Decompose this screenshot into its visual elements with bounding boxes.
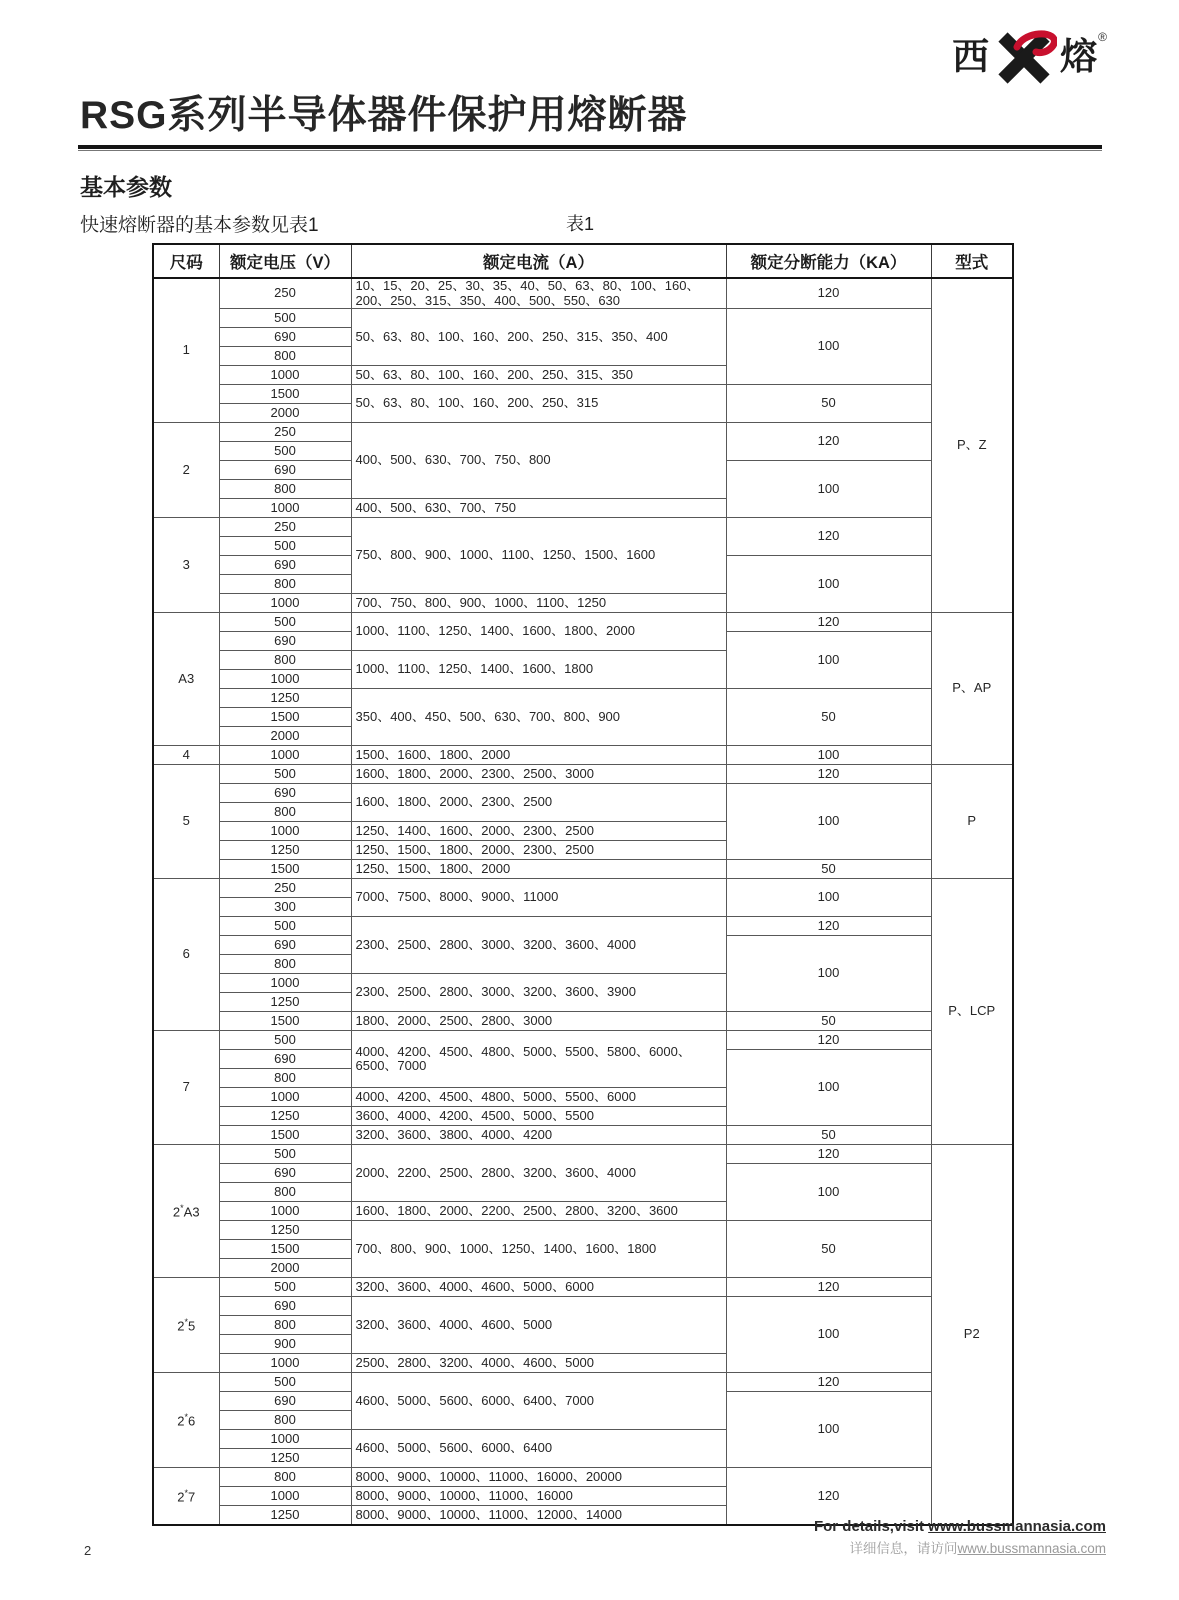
cell-volt: 1000 bbox=[219, 594, 351, 613]
col-header-breaking-capacity: 额定分断能力（KA） bbox=[726, 244, 931, 278]
cell-volt: 690 bbox=[219, 1164, 351, 1183]
cell-volt: 250 bbox=[219, 423, 351, 442]
cell-brk: 50 bbox=[726, 1221, 931, 1278]
cell-cur: 1800、2000、2500、2800、3000 bbox=[351, 1012, 726, 1031]
col-header-current: 额定电流（A） bbox=[351, 244, 726, 278]
cell-volt: 1000 bbox=[219, 1202, 351, 1221]
cell-cur: 400、500、630、700、750 bbox=[351, 499, 726, 518]
cell-volt: 1000 bbox=[219, 746, 351, 765]
cell-cur: 1000、1100、1250、1400、1600、1800、2000 bbox=[351, 613, 726, 651]
cell-brk: 100 bbox=[726, 936, 931, 1012]
cell-cur: 3200、3600、3800、4000、4200 bbox=[351, 1126, 726, 1145]
cell-brk: 50 bbox=[726, 860, 931, 879]
logo-char-left: 西 bbox=[952, 36, 991, 77]
cell-size: 1 bbox=[153, 278, 219, 423]
cell-volt: 800 bbox=[219, 480, 351, 499]
cell-cur: 3600、4000、4200、4500、5000、5500 bbox=[351, 1107, 726, 1126]
cell-type: P2 bbox=[931, 1145, 1013, 1526]
cell-volt: 1000 bbox=[219, 366, 351, 385]
cell-cur: 750、800、900、1000、1100、1250、1500、1600 bbox=[351, 518, 726, 594]
cell-volt: 500 bbox=[219, 1145, 351, 1164]
cell-brk: 50 bbox=[726, 1012, 931, 1031]
cell-volt: 800 bbox=[219, 1411, 351, 1430]
cell-volt: 800 bbox=[219, 1183, 351, 1202]
cell-size: 2*7 bbox=[153, 1468, 219, 1526]
col-header-voltage: 额定电压（V） bbox=[219, 244, 351, 278]
footer-en-text: For details,visit bbox=[813, 1518, 929, 1535]
cell-cur: 4600、5000、5600、6000、6400 bbox=[351, 1430, 726, 1468]
cell-cur: 50、63、80、100、160、200、250、315、350、400 bbox=[351, 309, 726, 366]
cell-size: 7 bbox=[153, 1031, 219, 1145]
cell-cur: 4000、4200、4500、4800、5000、5500、6000 bbox=[351, 1088, 726, 1107]
cell-volt: 800 bbox=[219, 803, 351, 822]
cell-type: P、Z bbox=[931, 278, 1013, 613]
cell-brk: 120 bbox=[726, 1373, 931, 1392]
cell-cur: 50、63、80、100、160、200、250、315、350 bbox=[351, 366, 726, 385]
cell-volt: 690 bbox=[219, 461, 351, 480]
cell-brk: 120 bbox=[726, 278, 931, 309]
cell-volt: 1500 bbox=[219, 860, 351, 879]
cell-cur: 50、63、80、100、160、200、250、315 bbox=[351, 385, 726, 423]
cell-cur: 4000、4200、4500、4800、5000、5500、5800、6000、6500、7000 bbox=[351, 1031, 726, 1088]
cell-volt: 500 bbox=[219, 1278, 351, 1297]
cell-brk: 100 bbox=[726, 1297, 931, 1373]
cell-cur: 8000、9000、10000、11000、12000、14000 bbox=[351, 1506, 726, 1526]
cell-volt: 690 bbox=[219, 1392, 351, 1411]
cell-volt: 800 bbox=[219, 651, 351, 670]
cell-volt: 1250 bbox=[219, 1506, 351, 1526]
cell-brk: 120 bbox=[726, 613, 931, 632]
cell-brk: 120 bbox=[726, 1278, 931, 1297]
cell-volt: 500 bbox=[219, 765, 351, 784]
parameters-table bbox=[152, 243, 1014, 1526]
cell-volt: 1500 bbox=[219, 1012, 351, 1031]
cell-volt: 690 bbox=[219, 1297, 351, 1316]
cell-volt: 250 bbox=[219, 879, 351, 898]
cell-volt: 1000 bbox=[219, 1487, 351, 1506]
cell-volt: 690 bbox=[219, 632, 351, 651]
logo-x-swoosh-icon bbox=[993, 30, 1057, 84]
col-header-size: 尺码 bbox=[153, 244, 219, 278]
cell-brk: 100 bbox=[726, 632, 931, 689]
cell-volt: 1000 bbox=[219, 822, 351, 841]
cell-brk: 100 bbox=[726, 461, 931, 518]
registered-mark: ® bbox=[1098, 30, 1107, 44]
cell-cur: 700、800、900、1000、1250、1400、1600、1800 bbox=[351, 1221, 726, 1278]
footer-url-en[interactable]: www.bussmannasia.com bbox=[928, 1518, 1106, 1535]
cell-cur: 2300、2500、2800、3000、3200、3600、3900 bbox=[351, 974, 726, 1012]
cell-volt: 1000 bbox=[219, 1430, 351, 1449]
cell-cur: 1250、1400、1600、2000、2300、2500 bbox=[351, 822, 726, 841]
cell-volt: 800 bbox=[219, 1316, 351, 1335]
page-title: RSG系列半导体器件保护用熔断器 bbox=[80, 94, 688, 137]
cell-volt: 1000 bbox=[219, 1354, 351, 1373]
cell-volt: 1250 bbox=[219, 1221, 351, 1240]
cell-volt: 500 bbox=[219, 613, 351, 632]
cell-cur: 2500、2800、3200、4000、4600、5000 bbox=[351, 1354, 726, 1373]
cell-volt: 1000 bbox=[219, 1088, 351, 1107]
cell-size: 2 bbox=[153, 423, 219, 518]
cell-size: 3 bbox=[153, 518, 219, 613]
table-body bbox=[153, 278, 1013, 1525]
cell-size: A3 bbox=[153, 613, 219, 746]
cell-size: 2*6 bbox=[153, 1373, 219, 1468]
cell-brk: 50 bbox=[726, 385, 931, 423]
footer-line-zh bbox=[814, 1539, 1106, 1559]
cell-volt: 1250 bbox=[219, 1449, 351, 1468]
footer-zh-text: 详细信息，请访问 bbox=[849, 1540, 958, 1556]
cell-cur: 1250、1500、1800、2000、2300、2500 bbox=[351, 841, 726, 860]
cell-volt: 690 bbox=[219, 556, 351, 575]
cell-volt: 500 bbox=[219, 917, 351, 936]
cell-volt: 690 bbox=[219, 936, 351, 955]
cell-cur: 350、400、450、500、630、700、800、900 bbox=[351, 689, 726, 746]
cell-volt: 1500 bbox=[219, 1240, 351, 1259]
cell-brk: 100 bbox=[726, 746, 931, 765]
cell-type: P bbox=[931, 765, 1013, 879]
cell-volt: 500 bbox=[219, 1031, 351, 1050]
cell-volt: 1250 bbox=[219, 689, 351, 708]
footer-line-en bbox=[814, 1516, 1106, 1539]
cell-cur: 8000、9000、10000、11000、16000、20000 bbox=[351, 1468, 726, 1487]
cell-cur: 4600、5000、5600、6000、6400、7000 bbox=[351, 1373, 726, 1430]
cell-volt: 1000 bbox=[219, 499, 351, 518]
cell-volt: 250 bbox=[219, 518, 351, 537]
cell-volt: 300 bbox=[219, 898, 351, 917]
cell-brk: 100 bbox=[726, 309, 931, 385]
cell-brk: 50 bbox=[726, 689, 931, 746]
cell-volt: 690 bbox=[219, 1050, 351, 1069]
table-label: 表1 bbox=[566, 214, 595, 234]
cell-volt: 800 bbox=[219, 1468, 351, 1487]
cell-brk: 100 bbox=[726, 556, 931, 613]
cell-size: 4 bbox=[153, 746, 219, 765]
cell-brk: 100 bbox=[726, 1164, 931, 1221]
note-row bbox=[80, 210, 1104, 234]
cell-brk: 100 bbox=[726, 879, 931, 917]
cell-size: 5 bbox=[153, 765, 219, 879]
brand-logo bbox=[952, 30, 1107, 84]
cell-volt: 1000 bbox=[219, 670, 351, 689]
cell-brk: 100 bbox=[726, 1050, 931, 1126]
cell-volt: 1250 bbox=[219, 993, 351, 1012]
table-header bbox=[153, 244, 1013, 278]
cell-volt: 2000 bbox=[219, 404, 351, 423]
cell-cur: 7000、7500、8000、9000、11000 bbox=[351, 879, 726, 917]
logo-char-right: 熔 bbox=[1060, 36, 1099, 77]
col-header-type: 型式 bbox=[931, 244, 1013, 278]
cell-cur: 1600、1800、2000、2200、2500、2800、3200、3600 bbox=[351, 1202, 726, 1221]
note-text: 快速熔断器的基本参数见表1 bbox=[80, 215, 319, 236]
cell-cur: 10、15、20、25、30、35、40、50、63、80、100、160、200、250、315、350、400、500、550、630 bbox=[351, 278, 726, 309]
cell-cur: 1600、1800、2000、2300、2500 bbox=[351, 784, 726, 822]
cell-volt: 800 bbox=[219, 1069, 351, 1088]
cell-volt: 1500 bbox=[219, 1126, 351, 1145]
cell-brk: 120 bbox=[726, 1468, 931, 1526]
cell-volt: 250 bbox=[219, 278, 351, 309]
cell-volt: 500 bbox=[219, 1373, 351, 1392]
cell-cur: 3200、3600、4000、4600、5000 bbox=[351, 1297, 726, 1354]
cell-volt: 1250 bbox=[219, 841, 351, 860]
title-divider bbox=[78, 145, 1102, 149]
cell-volt: 500 bbox=[219, 537, 351, 556]
cell-size: 6 bbox=[153, 879, 219, 1031]
cell-size: 2*5 bbox=[153, 1278, 219, 1373]
cell-volt: 2000 bbox=[219, 727, 351, 746]
cell-cur: 400、500、630、700、750、800 bbox=[351, 423, 726, 499]
cell-volt: 900 bbox=[219, 1335, 351, 1354]
cell-brk: 120 bbox=[726, 765, 931, 784]
page-number: 2 bbox=[84, 1543, 92, 1558]
cell-brk: 120 bbox=[726, 518, 931, 556]
cell-volt: 1500 bbox=[219, 708, 351, 727]
cell-cur: 1250、1500、1800、2000 bbox=[351, 860, 726, 879]
cell-brk: 120 bbox=[726, 1031, 931, 1050]
footer-url-zh[interactable]: www.bussmannasia.com bbox=[957, 1540, 1106, 1556]
cell-volt: 1000 bbox=[219, 974, 351, 993]
cell-volt: 1250 bbox=[219, 1107, 351, 1126]
cell-cur: 1600、1800、2000、2300、2500、3000 bbox=[351, 765, 726, 784]
cell-type: P、AP bbox=[931, 613, 1013, 765]
cell-brk: 120 bbox=[726, 917, 931, 936]
cell-volt: 500 bbox=[219, 442, 351, 461]
cell-volt: 800 bbox=[219, 575, 351, 594]
cell-cur: 1000、1100、1250、1400、1600、1800 bbox=[351, 651, 726, 689]
cell-volt: 800 bbox=[219, 955, 351, 974]
cell-brk: 120 bbox=[726, 423, 931, 461]
cell-brk: 120 bbox=[726, 1145, 931, 1164]
cell-volt: 2000 bbox=[219, 1259, 351, 1278]
section-heading: 基本参数 bbox=[80, 174, 172, 200]
cell-volt: 500 bbox=[219, 309, 351, 328]
cell-volt: 690 bbox=[219, 784, 351, 803]
cell-brk: 100 bbox=[726, 784, 931, 860]
cell-brk: 100 bbox=[726, 1392, 931, 1468]
cell-cur: 3200、3600、4000、4600、5000、6000 bbox=[351, 1278, 726, 1297]
cell-cur: 1500、1600、1800、2000 bbox=[351, 746, 726, 765]
cell-size: 2*A3 bbox=[153, 1145, 219, 1278]
cell-cur: 700、750、800、900、1000、1100、1250 bbox=[351, 594, 726, 613]
footer bbox=[814, 1516, 1106, 1559]
cell-brk: 50 bbox=[726, 1126, 931, 1145]
cell-volt: 800 bbox=[219, 347, 351, 366]
cell-cur: 8000、9000、10000、11000、16000 bbox=[351, 1487, 726, 1506]
cell-cur: 2300、2500、2800、3000、3200、3600、4000 bbox=[351, 917, 726, 974]
cell-type: P、LCP bbox=[931, 879, 1013, 1145]
cell-cur: 2000、2200、2500、2800、3200、3600、4000 bbox=[351, 1145, 726, 1202]
cell-volt: 1500 bbox=[219, 385, 351, 404]
cell-volt: 690 bbox=[219, 328, 351, 347]
